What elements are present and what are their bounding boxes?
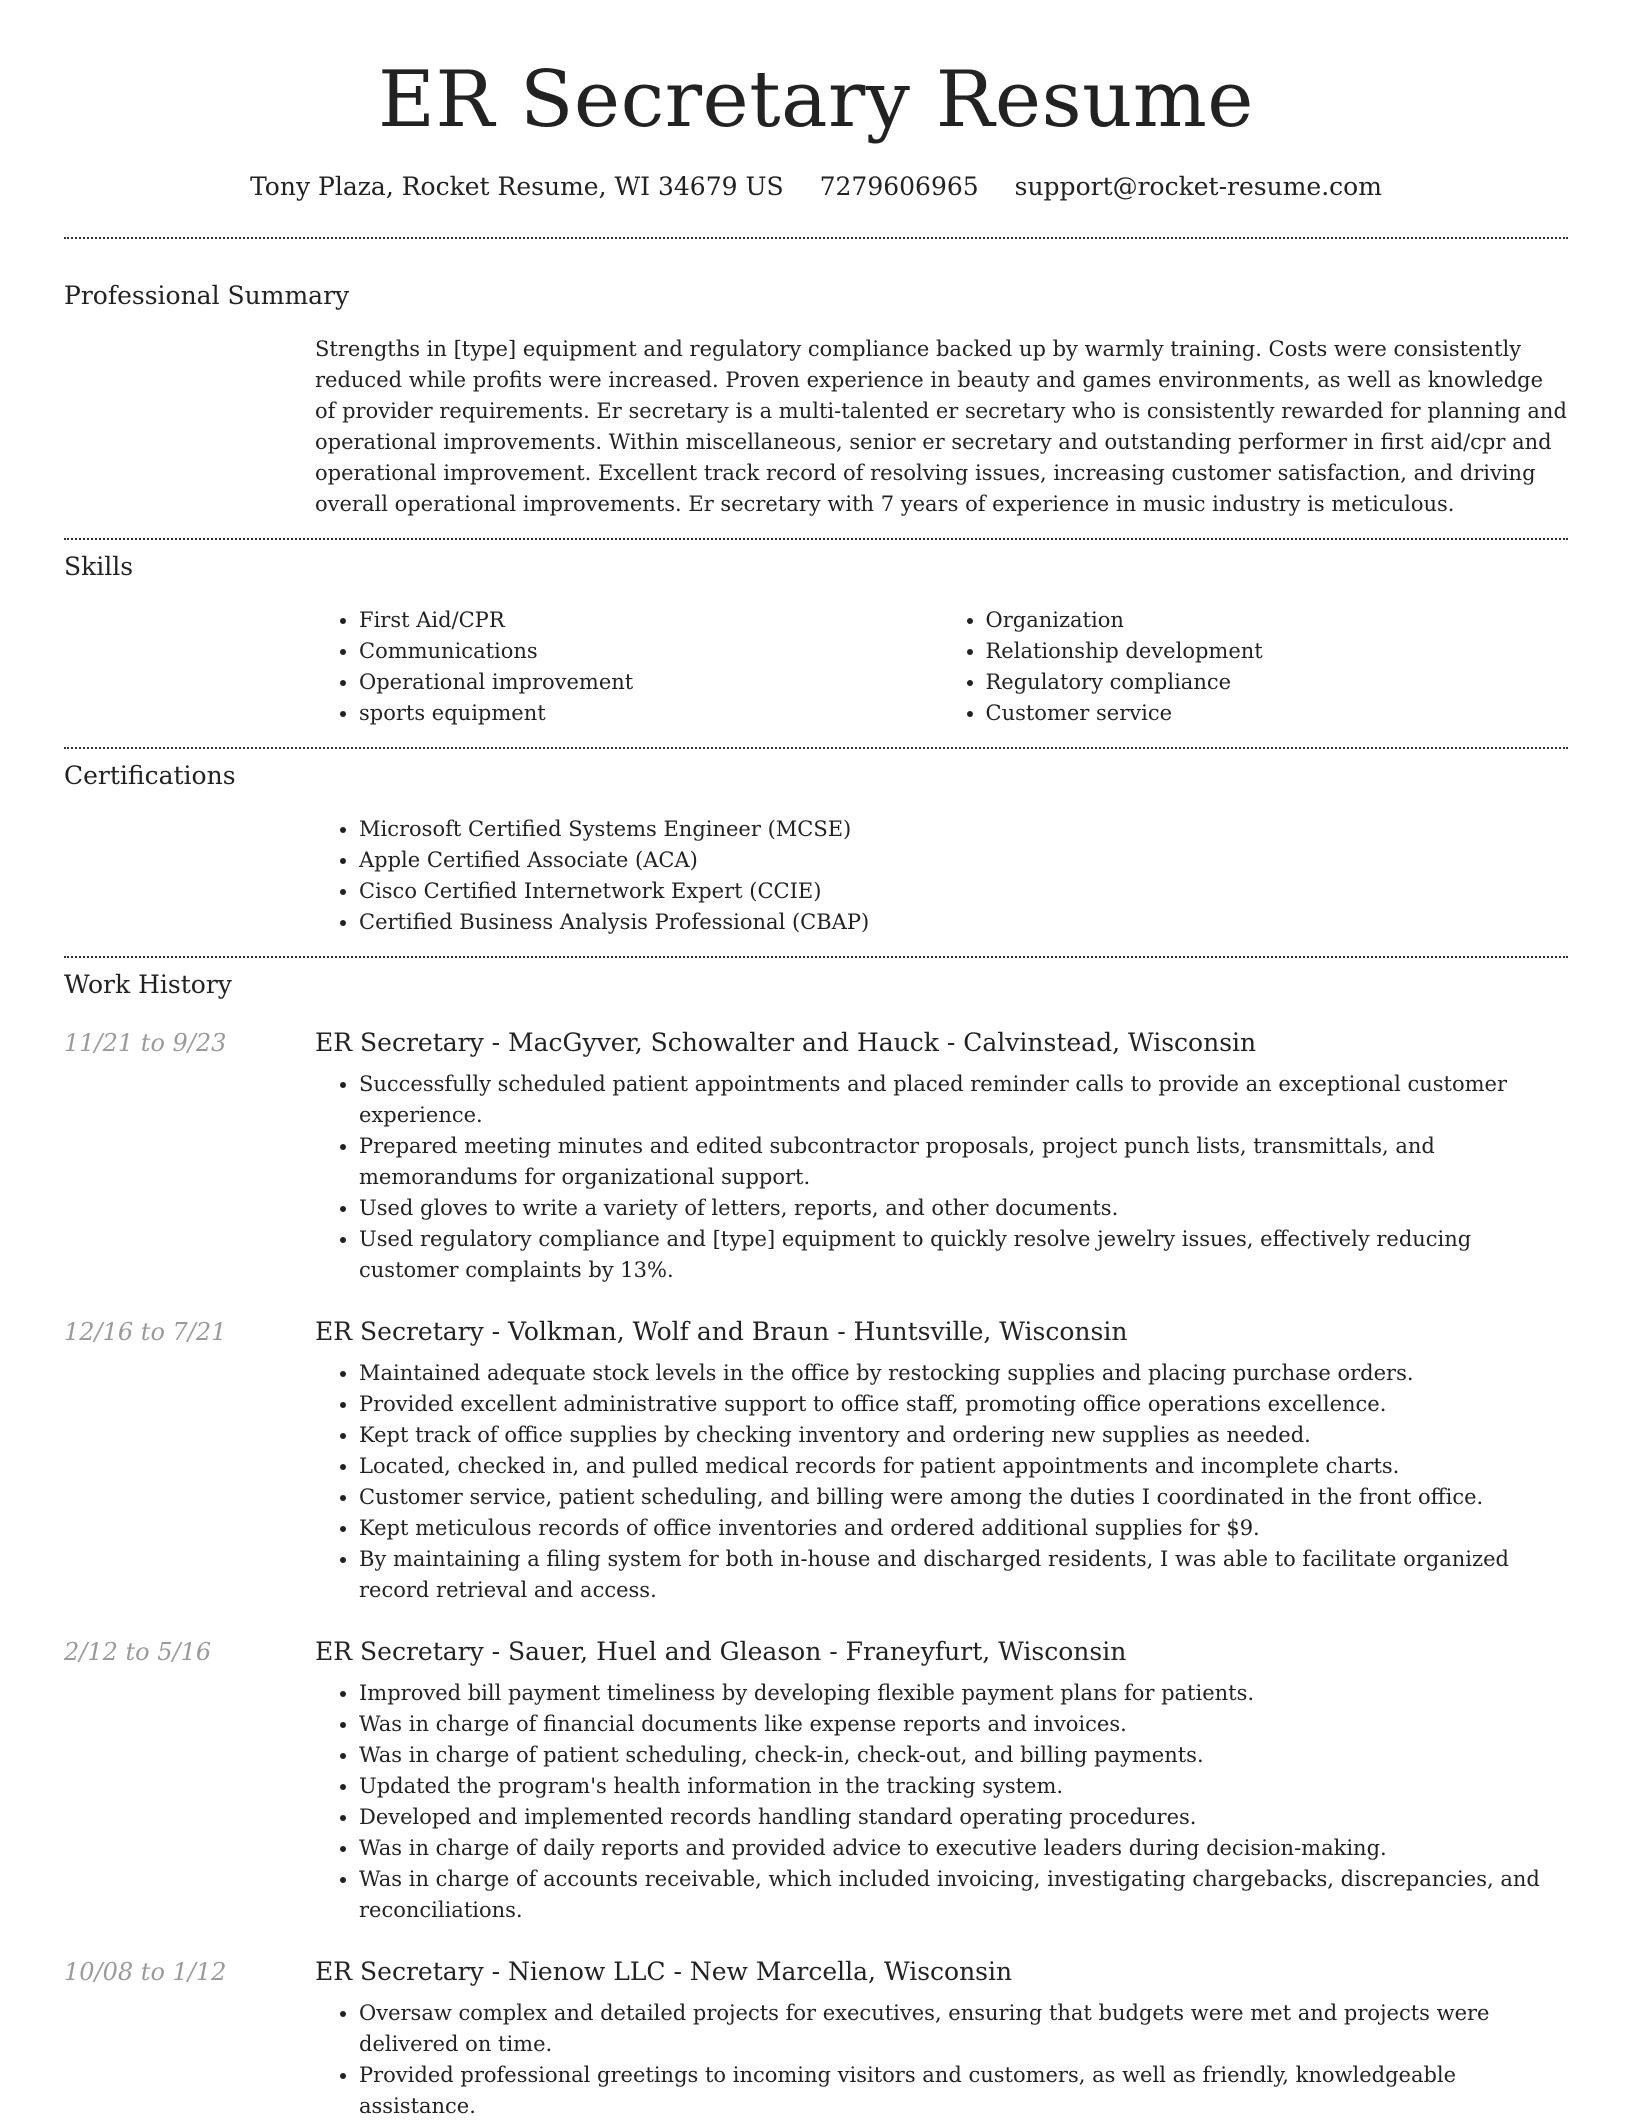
- job-dates: 11/21 to 9/23: [64, 1029, 227, 1057]
- summary-section: [64, 239, 1568, 538]
- job-title: ER Secretary - Nienow LLC - New Marcella, Wisconsin: [315, 1957, 1013, 1986]
- job-bullet: • Located, checked in, and pulled medical records for patient appointments and incomplete charts.: [359, 1451, 1568, 1482]
- certification-item: • Apple Certified Associate (ACA): [359, 845, 1568, 876]
- section-title-certifications: Certifications: [64, 761, 236, 790]
- job-bullet: • Was in charge of daily reports and provided advice to executive leaders during decision-making.: [359, 1833, 1568, 1864]
- job-dates: 12/16 to 7/21: [64, 1318, 227, 1346]
- job-bullet: • Was in charge of financial documents like expense reports and invoices.: [359, 1709, 1568, 1740]
- job-bullet: • Updated the program's health information in the tracking system.: [359, 1771, 1568, 1802]
- job-entry: [64, 1636, 1568, 1926]
- section-title-skills: Skills: [64, 552, 134, 581]
- skills-section: [64, 540, 1568, 747]
- job-bullet: • Provided professional greetings to incoming visitors and customers, as well as friendly, knowledgeable assistance.: [359, 2060, 1568, 2122]
- job-bullet: • Maintained adequate stock levels in the office by restocking supplies and placing purchase orders.: [359, 1358, 1568, 1389]
- work-history-section: [64, 958, 1568, 2122]
- skill-item: • Customer service: [986, 698, 1569, 729]
- job-title: ER Secretary - Volkman, Wolf and Braun - Huntsville, Wisconsin: [315, 1317, 1128, 1346]
- job-title: ER Secretary - Sauer, Huel and Gleason - Franeyfurt, Wisconsin: [315, 1637, 1127, 1666]
- job-bullet: • Was in charge of accounts receivable, which included invoicing, investigating chargebacks, discrepancies, and reconciliations.: [359, 1864, 1568, 1926]
- job-bullet: • Used regulatory compliance and [type] equipment to quickly resolve jewelry issues, effectively reducing customer complaints by 13%.: [359, 1224, 1568, 1286]
- skill-item: • Communications: [359, 636, 942, 667]
- job-bullet: • Kept meticulous records of office inventories and ordered additional supplies for $9.: [359, 1513, 1568, 1544]
- contact-address: Tony Plaza, Rocket Resume, WI 34679 US: [250, 172, 784, 201]
- job-bullet: • Was in charge of patient scheduling, check-in, check-out, and billing payments.: [359, 1740, 1568, 1771]
- job-entry: [64, 1956, 1568, 2122]
- skill-item: • Operational improvement: [359, 667, 942, 698]
- job-bullets: [315, 1358, 1568, 1606]
- job-bullet: • Provided excellent administrative support to office staff, promoting office operations excellence.: [359, 1389, 1568, 1420]
- job-bullet: • Customer service, patient scheduling, and billing were among the duties I coordinated in the front office.: [359, 1482, 1568, 1513]
- job-bullet: • Kept track of office supplies by checking inventory and ordering new supplies as needed.: [359, 1420, 1568, 1451]
- contact-phone: 7279606965: [819, 172, 979, 201]
- certifications-list: [315, 814, 1568, 938]
- job-bullet: • Successfully scheduled patient appointments and placed reminder calls to provide an exceptional customer experience.: [359, 1069, 1568, 1131]
- job-bullet: • Developed and implemented records handling standard operating procedures.: [359, 1802, 1568, 1833]
- job-title: ER Secretary - MacGyver, Schowalter and Hauck - Calvinstead, Wisconsin: [315, 1028, 1257, 1057]
- skills-list-left: [315, 605, 942, 729]
- certification-item: • Cisco Certified Internetwork Expert (CCIE): [359, 876, 1568, 907]
- skill-item: • Relationship development: [986, 636, 1569, 667]
- job-entry: [64, 1027, 1568, 1286]
- job-bullet: • Used gloves to write a variety of letters, reports, and other documents.: [359, 1193, 1568, 1224]
- job-dates: 2/12 to 5/16: [64, 1638, 212, 1666]
- skill-item: • First Aid/CPR: [359, 605, 942, 636]
- contact-email: support@rocket-resume.com: [1014, 172, 1382, 201]
- section-title-summary: Professional Summary: [64, 281, 350, 310]
- job-bullets: [315, 1069, 1568, 1286]
- job-dates: 10/08 to 1/12: [64, 1958, 227, 1986]
- job-bullet: • Improved bill payment timeliness by developing flexible payment plans for patients.: [359, 1678, 1568, 1709]
- section-title-work: Work History: [64, 970, 232, 999]
- certifications-section: [64, 749, 1568, 956]
- resume-title: ER Secretary Resume: [378, 55, 1254, 145]
- job-bullet: • By maintaining a filing system for both in-house and discharged residents, I was able to facilitate organized record retrieval and access.: [359, 1544, 1568, 1606]
- skill-item: • sports equipment: [359, 698, 942, 729]
- skills-list-right: [942, 605, 1569, 729]
- contact-line: [64, 172, 1568, 201]
- certification-item: • Microsoft Certified Systems Engineer (MCSE): [359, 814, 1568, 845]
- job-entry: [64, 1316, 1568, 1606]
- certification-item: • Certified Business Analysis Professional (CBAP): [359, 907, 1568, 938]
- job-bullet: • Prepared meeting minutes and edited subcontractor proposals, project punch lists, transmittals, and memorandums for organizational support.: [359, 1131, 1568, 1193]
- job-bullets: [315, 1678, 1568, 1926]
- summary-text: Strengths in [type] equipment and regulatory compliance backed up by warmly training. Costs were consistently reduced while profits were increased. Proven experience in beauty and games environments, as well as knowledge of provider requirements. Er secretary is a multi-talented er secretary who is consistently rewarded for planning and operational improvements. Within miscellaneous, senior er secretary and outstanding performer in first aid/cpr and operational improvement. Excellent track record of resolving issues, increasing customer satisfaction, and driving overall operational improvements. Er secretary with 7 years of experience in music industry is meticulous.: [315, 337, 1567, 516]
- job-bullets: [315, 1998, 1568, 2122]
- job-bullet: • Oversaw complex and detailed projects for executives, ensuring that budgets were met and projects were delivered on time.: [359, 1998, 1568, 2060]
- skill-item: • Regulatory compliance: [986, 667, 1569, 698]
- skill-item: • Organization: [986, 605, 1569, 636]
